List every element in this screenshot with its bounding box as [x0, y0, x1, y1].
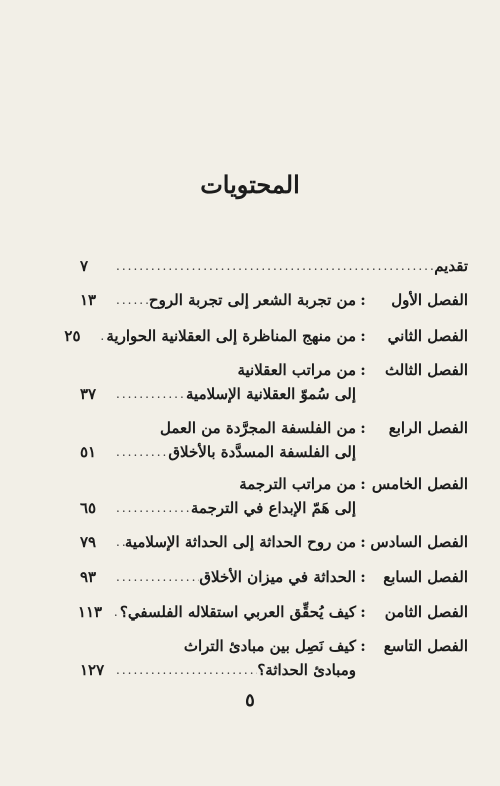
toc-page-number: ٢٥ — [64, 327, 81, 345]
chapter-label: الفصل السادس — [370, 533, 468, 551]
toc-page-number: ٧ — [80, 257, 89, 275]
toc-entry-chapter-4-cont[interactable] — [80, 438, 468, 462]
toc-entry-chapter-6[interactable] — [80, 528, 468, 552]
toc-entry-chapter-1[interactable] — [80, 286, 468, 310]
toc-entry-chapter-8[interactable] — [77, 598, 468, 622]
chapter-title-continued: إلى هَمّ الإبداع في الترجمة — [190, 499, 356, 517]
chapter-title-continued: إلى الفلسفة المسدَّدة بالأخلاق — [168, 443, 356, 461]
toc-entry-intro[interactable] — [80, 252, 468, 276]
toc-page-number: ١٣ — [80, 291, 97, 309]
chapter-title-continued: ومبادئ الحداثة؟ — [257, 661, 356, 679]
toc-entry-chapter-3-cont[interactable] — [80, 380, 468, 404]
chapter-title: كيف نَصِل بين مبادئ التراث — [183, 637, 356, 655]
chapter-title: من تجربة الشعر إلى تجربة الروح — [148, 291, 356, 309]
toc-entry-chapter-9[interactable] — [80, 632, 468, 656]
colon-separator: : — [360, 533, 366, 551]
chapter-title: من مراتب الترجمة — [239, 475, 356, 493]
colon-separator: : — [360, 419, 366, 437]
chapter-label: الفصل السابع — [383, 568, 468, 586]
colon-separator: : — [360, 475, 366, 493]
toc-page-number: ٣٧ — [80, 385, 97, 403]
colon-separator: : — [360, 603, 366, 621]
chapter-label: الفصل الأول — [391, 291, 468, 309]
toc-intro-label: تقديم — [434, 257, 468, 275]
chapter-title: الحداثة في ميزان الأخلاق — [199, 568, 356, 586]
page-title: المحتويات — [200, 170, 300, 199]
chapter-title: كيف يُحقِّق العربي استقلاله الفلسفي؟ — [119, 603, 356, 621]
colon-separator: : — [360, 568, 366, 586]
dot-leader — [110, 498, 191, 518]
chapter-label: الفصل التاسع — [383, 637, 468, 655]
chapter-title: من الفلسفة المجرَّدة من العمل — [159, 419, 356, 437]
toc-entry-chapter-5-cont[interactable] — [80, 494, 468, 518]
toc-entry-chapter-4[interactable] — [80, 414, 468, 438]
colon-separator: : — [360, 327, 366, 345]
toc-page-number: ١٢٧ — [80, 661, 105, 679]
dot-leader — [110, 290, 149, 310]
chapter-label: الفصل الثالث — [384, 361, 468, 379]
dot-leader — [94, 326, 106, 346]
toc-entry-chapter-2[interactable] — [64, 322, 468, 346]
chapter-title: من مراتب العقلانية — [237, 361, 356, 379]
toc-entry-chapter-7[interactable] — [80, 563, 468, 587]
toc-entry-chapter-9-cont[interactable] — [80, 656, 468, 680]
dot-leader — [110, 660, 257, 680]
page-number: ٥ — [245, 690, 255, 711]
chapter-title-continued: إلى سُموّ العقلانية الإسلامية — [186, 385, 356, 403]
colon-separator: : — [360, 291, 366, 309]
chapter-label: الفصل الثامن — [384, 603, 468, 621]
toc-page-number: ٩٣ — [80, 568, 97, 586]
toc-page-number: ٥١ — [80, 443, 97, 461]
dot-leader — [110, 384, 186, 404]
chapter-label: الفصل الرابع — [388, 419, 468, 437]
colon-separator: : — [360, 361, 366, 379]
dot-leader — [108, 602, 120, 622]
dot-leader — [110, 256, 434, 276]
chapter-label: الفصل الخامس — [371, 475, 468, 493]
chapter-label: الفصل الثاني — [387, 327, 468, 345]
colon-separator: : — [360, 637, 366, 655]
toc-page-number: ١١٣ — [77, 603, 103, 621]
toc-page-number: ٦٥ — [80, 499, 97, 517]
toc-entry-chapter-5[interactable] — [80, 470, 468, 494]
dot-leader — [110, 567, 199, 587]
chapter-title: من روح الحداثة إلى الحداثة الإسلامية — [124, 533, 356, 551]
dot-leader — [110, 532, 125, 552]
toc-entry-chapter-3[interactable] — [80, 356, 468, 380]
chapter-title: من منهج المناظرة إلى العقلانية الحوارية — [106, 327, 356, 345]
toc-page-number: ٧٩ — [80, 533, 97, 551]
dot-leader — [110, 442, 168, 462]
